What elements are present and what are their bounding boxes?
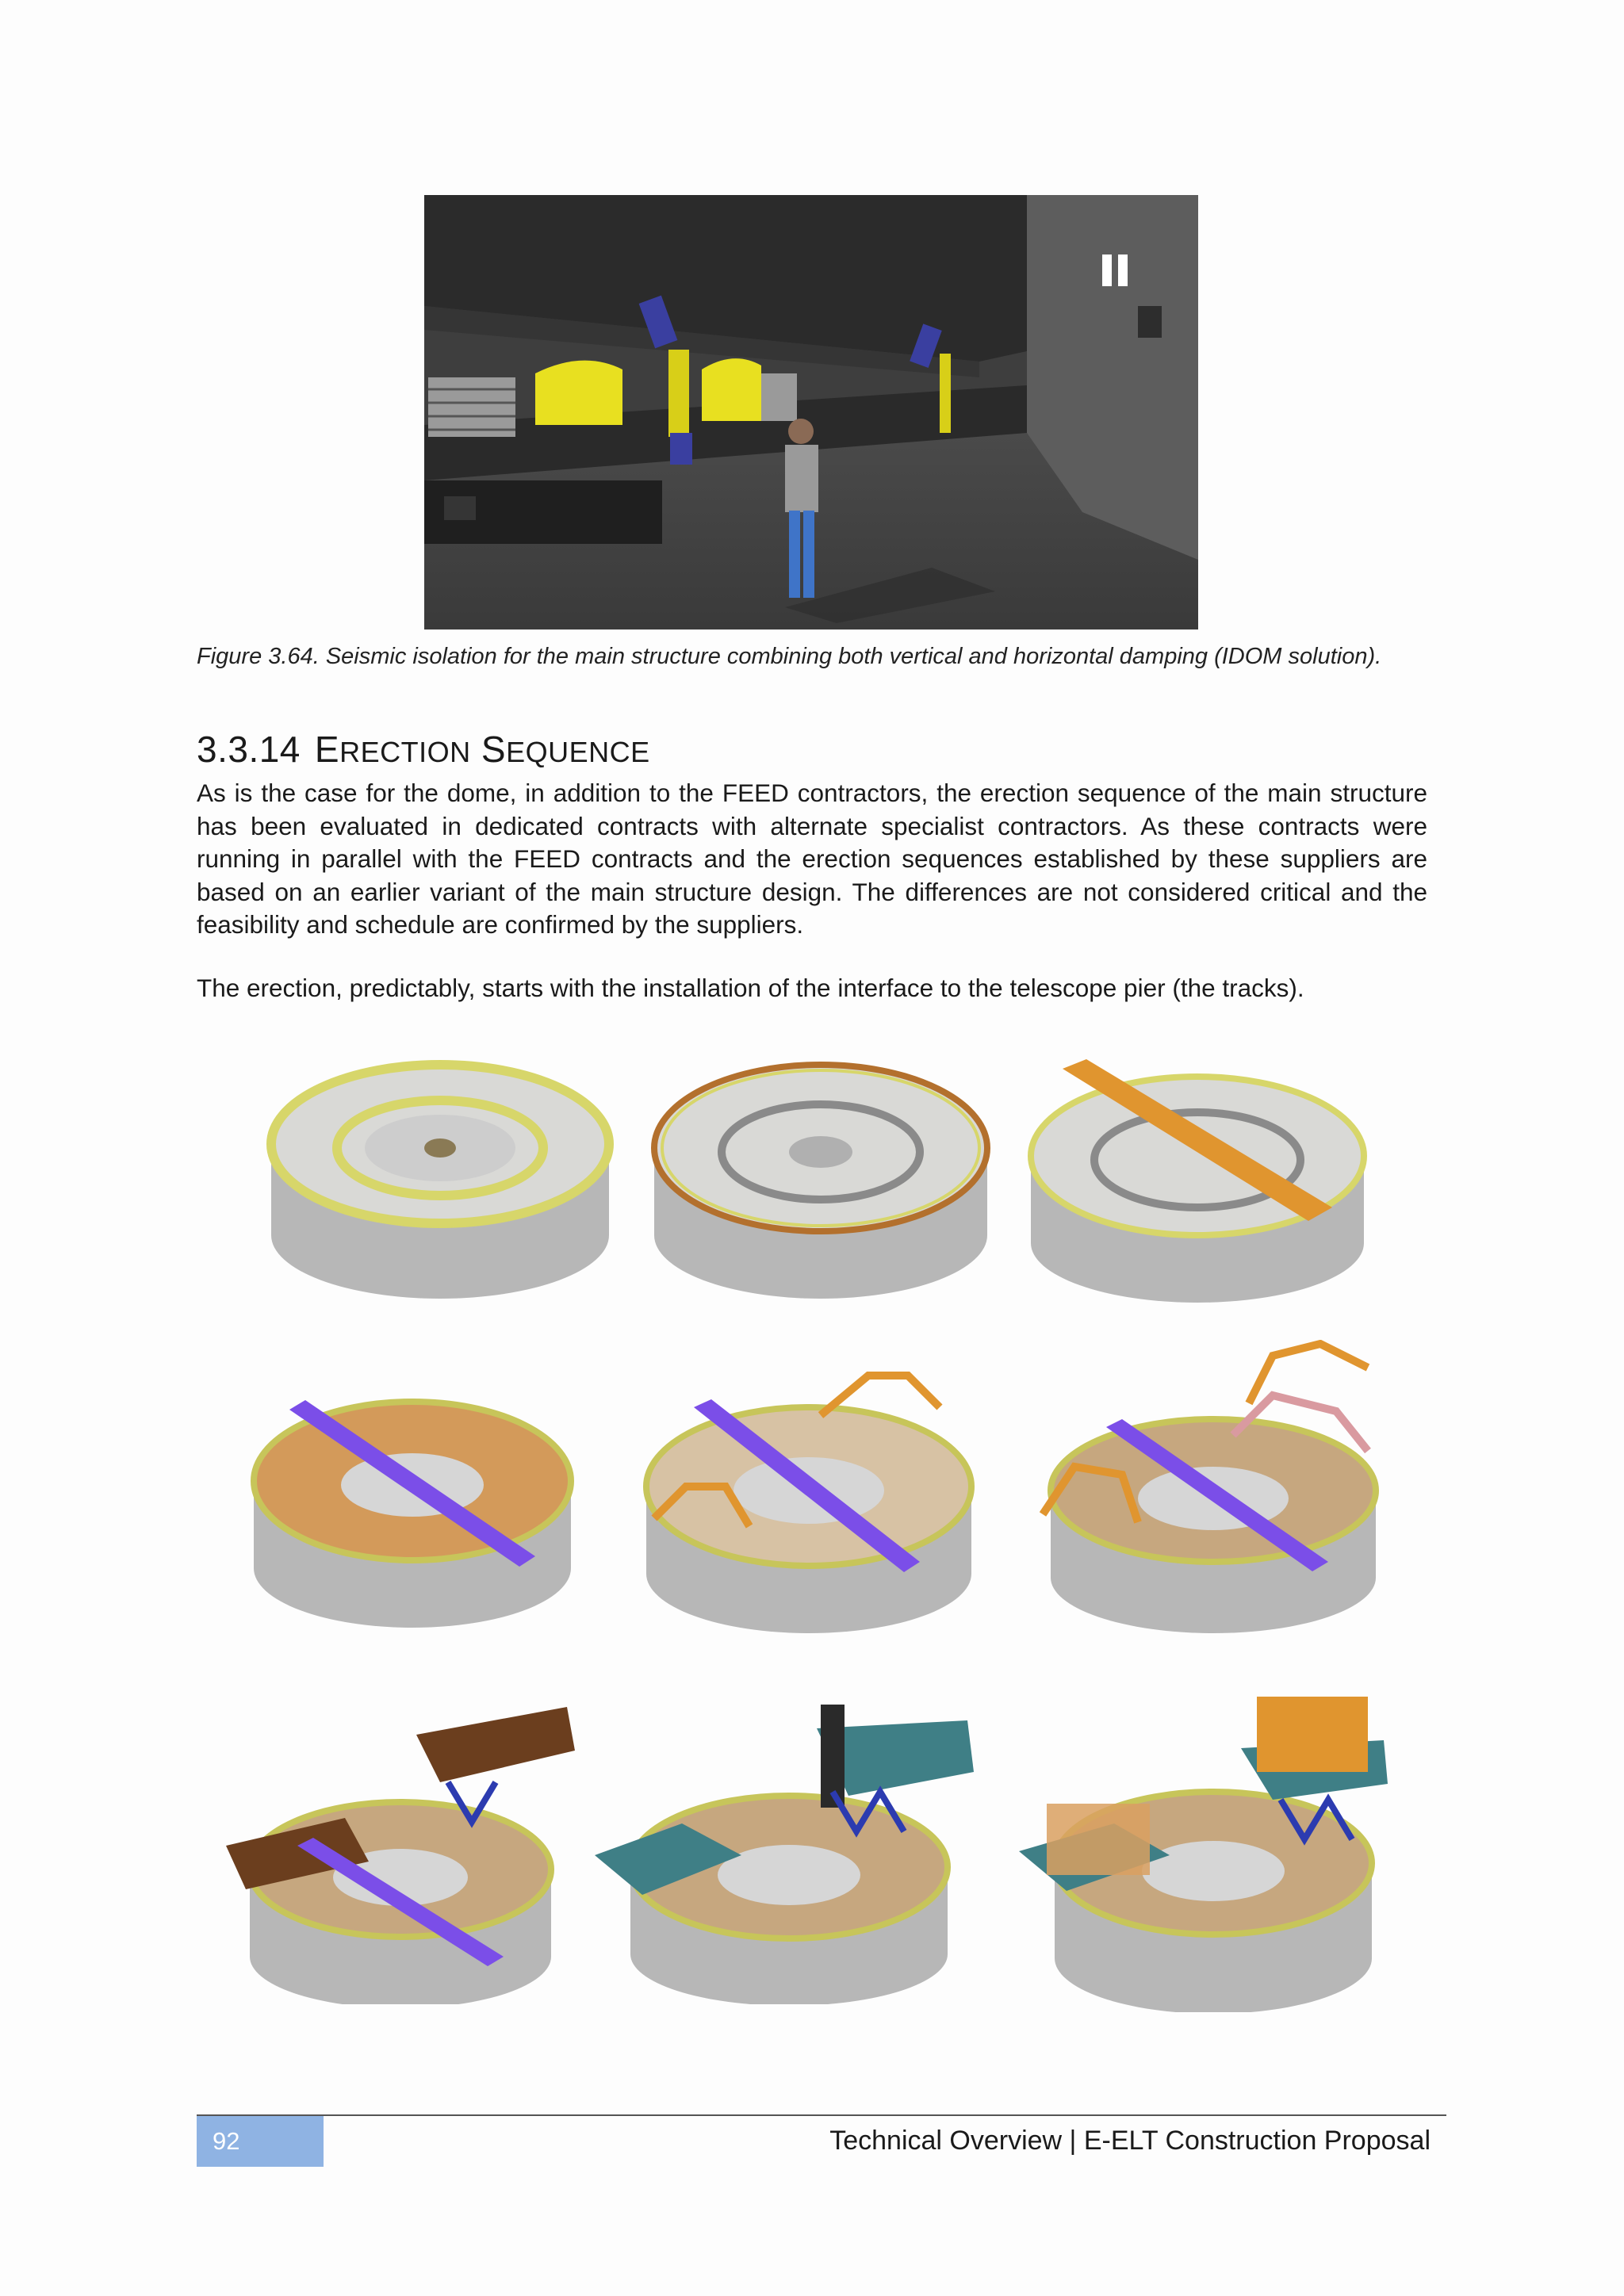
erection-step-9-image [1019, 1673, 1392, 2012]
footer-rule [197, 2114, 1446, 2116]
section-heading: 3.3.14 ERECTION SEQUENCE [197, 729, 650, 770]
erection-step-7-image [210, 1703, 579, 2004]
footer-document-title: Technical Overview | E-ELT Construction Proposal [829, 2126, 1431, 2156]
erection-step-1-image [262, 1045, 619, 1307]
erection-step-6-image [1035, 1340, 1392, 1637]
figure-caption: Figure 3.64. Seismic isolation for the main structure combining both vertical and horizontal damping (IDOM solution). [197, 644, 1382, 669]
page-number: 92 [197, 2116, 324, 2167]
erection-step-5-image [638, 1368, 979, 1641]
paragraph-1: As is the case for the dome, in addition to the FEED contractors, the erection sequence of the main structure has been evaluated in dedicated contracts with alternate specialist contractors. As these contracts were running in parallel with the FEED contracts and the erection sequences established by these suppliers are based on an earlier variant of the main structure design. The differences are not considered critical and the feasibility and schedule are confirmed by the suppliers. [197, 779, 1427, 939]
erection-step-8-image [595, 1705, 975, 2004]
section-number: 3.3.14 [197, 729, 301, 770]
erection-step-4-image [246, 1378, 579, 1640]
seismic-isolation-render [424, 195, 1198, 629]
erection-step-2-image [646, 1045, 995, 1307]
paragraph-2: The erection, predictably, starts with the installation of the interface to the telescope pier (the tracks). [197, 974, 1304, 1002]
erection-step-3-image [1023, 1045, 1372, 1307]
